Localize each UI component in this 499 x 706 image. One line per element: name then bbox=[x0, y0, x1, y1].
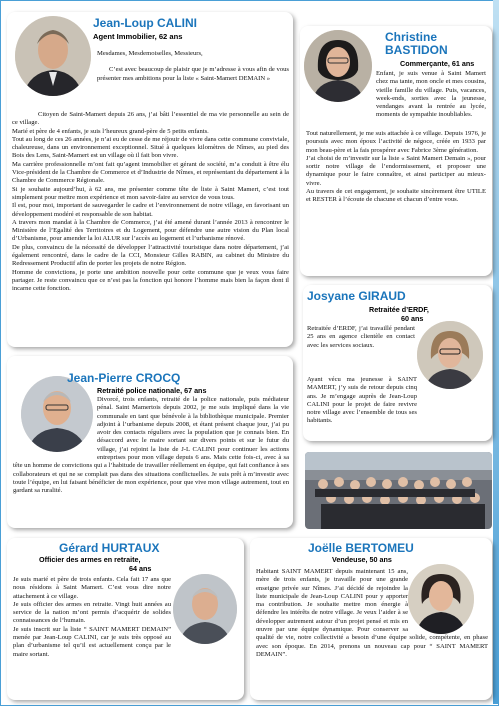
crocq-text-wrap-spacer bbox=[13, 396, 97, 458]
calini-p2: Citoyen de Saint-Mamert depuis 26 ans, j’ai bâti l’essentiel de ma vie personnelle au sein de ce village. bbox=[12, 111, 289, 127]
crocq-role: Retraité police nationale, 67 ans bbox=[97, 386, 207, 395]
giraud-p0: Retraitée d’ERDF, j’ai travaillé pendant 25 ans en agence clientèle en contact avec les services sociaux. bbox=[307, 325, 415, 349]
hurtaux-p0: Je suis marié et père de trois enfants. Cela fait 17 ans que nous résidons à Saint Mamert. C’est vous dire notre attachement à ce village. bbox=[13, 576, 171, 600]
bastidon-p0: Enfant, je suis venue à Saint Mamert chez ma tante, mon oncle et mes cousins, vieille famille du village. Puis, vacances, week-ends, sorties avec la jeunesse, vendanges avant la rentrée au lycée, moments de sympathie inoubliables. bbox=[376, 70, 486, 119]
candidate-crocq-box bbox=[7, 356, 293, 528]
candidate-giraud-box bbox=[303, 285, 492, 441]
giraud-body bbox=[307, 376, 417, 438]
hurtaux-photo bbox=[173, 574, 237, 644]
calini-p7: Il est, pour moi, important de sauvegarder le cadre et l’environnement de notre village, en favorisant un développement modéré et responsable de son habitat. bbox=[12, 202, 289, 218]
calini-p6: Si je souhaite aujourd’hui, à 62 ans, me présenter comme tête de liste à Saint Mamert, c’est tout simplement pour mettre mon expérience et mon savoir-faire au service de vous tous. bbox=[12, 185, 289, 201]
bastidon-p2: J’ai choisi de m’investir sur la liste « Saint Mamert Demain », pour sortir notre village de l’endormissement, et proposer une dynamique pour le faire connaître, et ainsi participer au mieux-vivre. bbox=[306, 154, 486, 187]
calini-p10: Homme de convictions, je porte une ambition nouvelle pour cette commune que je veux vous faire partager. Je reste convaincu que ce n’est pas la fonction qui honore l’homme mais bien la façon dont il incarne cette fonction. bbox=[12, 268, 289, 293]
bertomeu-body bbox=[256, 568, 488, 698]
calini-name: Jean-Loup CALINI bbox=[93, 16, 197, 30]
calini-intro bbox=[97, 50, 289, 112]
hurtaux-body bbox=[13, 576, 171, 698]
bastidon-body bbox=[306, 130, 486, 274]
bastidon-role: Commerçante, 61 ans bbox=[400, 59, 475, 68]
bastidon-p1: Tout naturellement, je me suis attachée à ce village. Depuis 1976, je poursuis avec mon époux l’activité de négoce, créée en 1933 par mon beau-père et la fais prospérer avec Fabrice 3ème génération. bbox=[306, 130, 486, 154]
calini-p1: C’est avec beaucoup de plaisir que je m’adresse à vous afin de vous présenter mes ambitions pour la liste « Saint-Mamert DEMAIN » bbox=[97, 66, 289, 82]
hurtaux-role-line1: Officier des armes en retraite, bbox=[39, 555, 141, 564]
decorative-side-strip bbox=[493, 0, 499, 704]
bastidon-photo bbox=[304, 30, 372, 102]
calini-p0: Mesdames, Mesdemoiselles, Messieurs, bbox=[97, 50, 203, 57]
bastidon-name-last: BASTIDON bbox=[385, 43, 448, 57]
candidate-calini-box bbox=[7, 12, 293, 347]
giraud-photo bbox=[417, 321, 483, 389]
bastidon-name-first: Christine bbox=[385, 30, 438, 44]
giraud-role-line1: Retraitée d’ERDF, bbox=[369, 305, 429, 314]
calini-p8: A travers mon mandat à la Chambre de Commerce, j’ai été amené durant l’année 2013 à rencontrer le Ministère de l’Egalité des Territoires et du Logement, pour défendre une autre vision du Plan local d’Urbanisme, pour amender la loi ALUR sur l’accès au logement et l’urbanisme rénové. bbox=[12, 218, 289, 243]
crocq-body bbox=[13, 396, 289, 526]
hurtaux-p1: Je suis officier des armes en retraite. Vingt huit années au service de la nation m’ont permis d’acquérir de solides connaissances de l’humain. bbox=[13, 600, 171, 625]
calini-p4: Tout au long de ces 26 années, je n’ai eu de cesse de me réjouir de vivre dans cette commune conviviale, chaleureuse, dans un environnement exceptionnel. Situé à quelques kilomètres de Nîmes, au pied des Bois des Lens, Saint-Mamert est un village où il fait bon vivre. bbox=[12, 135, 289, 160]
bertomeu-name: Joëlle BERTOMEU bbox=[308, 541, 414, 555]
giraud-intro bbox=[307, 325, 415, 369]
calini-role: Agent Immobilier, 62 ans bbox=[93, 32, 183, 41]
calini-body bbox=[12, 111, 289, 345]
bastidon-p3: Au travers de cet engagement, je souhaite sincèrement être UTILE et RESTER à l’écoute de chacune et chacun d’entre vous. bbox=[306, 188, 486, 204]
giraud-name: Josyane GIRAUD bbox=[307, 289, 406, 303]
calini-p5: Ma carrière professionnelle m’ont fait qu’agent immobilier et gérant de société, m’a conduit à être élu Vice-président de la Chambre de Commerce et d’Industrie de Nîmes, et représentant du département à la Chambre de Commerce Régionale. bbox=[12, 160, 289, 185]
bastidon-intro bbox=[376, 70, 486, 130]
hurtaux-p2: Je suis inscrit sur la liste “ SAINT MAMERT DEMAIN” menée par Jean-Loup CALINI, car je suis très opposé au plan d’urbanisme tel qu’il est actuellement conçu par le maire sortant. bbox=[13, 625, 171, 658]
crocq-name: Jean-Pierre CROCQ bbox=[67, 371, 181, 385]
calini-photo bbox=[15, 16, 91, 96]
candidate-bastidon-box bbox=[300, 26, 492, 276]
calini-p9: De plus, convaincu de la nécessité de développer l’attractivité touristique dans notre département, j’ai également rencontré, dans le cadre de la CCI, Monsieur Gilles RABIN, au cabinet du Ministre du Redressement Productif afin de porter les projets de notre Région. bbox=[12, 243, 289, 268]
candidate-hurtaux-box bbox=[7, 538, 244, 700]
hurtaux-name: Gérard HURTAUX bbox=[59, 541, 160, 555]
giraud-role-line2: 60 ans bbox=[401, 314, 424, 323]
giraud-p1: Ayant vécu ma jeunesse à SAINT MAMERT, j’y suis de retour depuis cinq ans. Je m’engage auprès de Jean-Loup CALINI pour le projet de faire revivre notre village avec l’ensemble de tous ses habitants. bbox=[307, 376, 417, 425]
bertomeu-p0: Habitant SAINT MAMERT depuis maintenant 15 ans, mère de trois enfants, je travaille pour une grande enseigne privée sur Nîmes. J’ai décidé de rejoindre la liste municipale de Jean-Loup CALINI pour y apporter ma contribution. Je souhaite mettre mon énergie à défendre les intérêts de notre village. Je veux l’aider à se développer autrement autour d’un projet pensé et mis en œuvre par une équipe dynamique. Pour conserver sa qualité de vie, notre collectivité a besoin d’une équipe solide, compétente, en phase avec son époque. En 2014, prenons un nouveau cap pour “ SAINT MAMERT DEMAIN”. bbox=[256, 568, 488, 658]
crocq-p0: Divorcé, trois enfants, retraité de la police nationale, puis médiateur pénal. Saint Mamertois depuis 2002, je me suis impliqué dans la vie communale en tant que bénévole à la bibliothèque municipale. Premier adjoint à l’urbanisme depuis 2008, et étant présent chaque jour, j’ai pu avoir des contacts réguliers avec la population que je connais bien. En désaccord avec le maire sortant sur divers points et sur le futur du village, j’ai rejoint la liste de J-L CALINI pour continuer les actions entreprises pour mon village depuis 6 ans. Mais cette fois-ci, avec à sa tête un homme de convictions qui a l’habitude de travailler réellement en équipe, qui fait confiance à ses collaborateurs et qui ne se complait pas dans des situations conflictuelles. Je suis prêt à m’investir avec toute l’équipe, en lui faisant bénéficier de mon expérience, pour que vive mon village autrement, tout en gardant sa ruralité. bbox=[13, 396, 289, 495]
team-group-photo bbox=[305, 452, 492, 529]
candidate-bertomeu-box bbox=[250, 538, 492, 700]
bertomeu-role: Vendeuse, 50 ans bbox=[332, 555, 392, 564]
hurtaux-role-line2: 64 ans bbox=[129, 564, 152, 573]
calini-p3: Marié et père de 4 enfants, je suis l’heureux grand-père de 5 petits enfants. bbox=[12, 127, 209, 135]
bertomeu-text-wrap-spacer bbox=[408, 568, 488, 632]
